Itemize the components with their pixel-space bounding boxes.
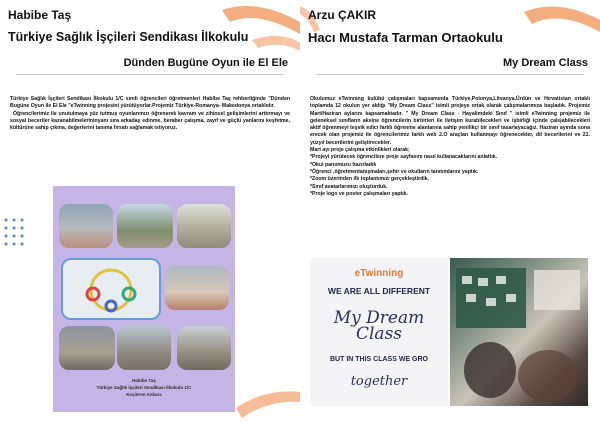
author-name: Arzu ÇAKIR (308, 8, 376, 22)
list-item: *Sınıf avatarlarımızı oluşturduk. (310, 183, 388, 190)
project-title: Dünden Bugüne Oyun ile El Ele (123, 57, 288, 69)
banner-script: together (350, 374, 408, 389)
school-name: Hacı Mustafa Tarman Ortaokulu (308, 30, 503, 45)
paragraph: Öğrencilerimiz ile unutulmaya yüz tutmuş oyunlarımızı öğrenerek kavram ve zihinsel gelişimlerini arttırmayı ve sosyal beceriler kazanabilmelerininyanı sıra arkadaş edinme, beraber çalışma, zayıf ve güçlü yanlarını keşfetme, kültürüne sahip çıkma, değerlerini tanıma fırsatı sağlamak istiyoruz. (10, 110, 290, 132)
photo (177, 326, 231, 370)
classroom-board-graphic (450, 258, 588, 406)
list-item: *Projeyi yürütecek öğrencilere proje sayfasını nasıl kullanacaklarını anlattık. (310, 154, 498, 161)
photo (117, 204, 173, 248)
photo (59, 204, 113, 248)
list-item: *Proje logo ve poster çalışmaları yaptık. (310, 190, 409, 197)
collage-caption-name: Habibe Taş (132, 378, 156, 383)
article-body (310, 96, 590, 198)
photo-collage (53, 186, 235, 412)
collage-caption-school: Türkiye Sağlık İşçileri Sendikası İlkokulu 1/C (96, 385, 192, 390)
poster-graphic (63, 260, 159, 318)
author-name: Habibe Taş (8, 8, 72, 22)
banner-line: WE ARE ALL DIFFERENT (327, 286, 431, 296)
project-banner (310, 258, 448, 406)
project-image (310, 258, 588, 408)
photo (117, 326, 171, 370)
school-name: Türkiye Sağlık İşçileri Sendikası İlkokulu (8, 30, 249, 44)
project-title: My Dream Class (503, 57, 588, 69)
paragraph: Okulumuz eTwinning kulübü çalışmaları kapsamında Türkiye,Polonya,Litvanya,Ürdün ve Hırvatistan ortaklı toplamda 12 okulun yer aldığı "My Dream Class" isimli projeye ortak olarak çalışmalarımıza başladık. Projemiz Mart/Haziran aylarını kapsamaktadır. " My Dream Class - Hayalimdeki Sınıf " isimli eTwinning projemiz ile geleneksel sınıfların aksine öğrencilerin birbirleri ile iletişim kurabilecekleri ve işbirliği içinde çalışabilecekleri aktif öğrenmeyi teşvik edici farklı öğrenme alanlarına sahip yenilikçi bir sınıf tasarlayacağız. Haziran ayında sona erecek olan projemiz ile öğrencilerimiz farklı web 2.O araçları kullanmayı öğrenecekler, dil becerilerini ve 21. yüzyıl becerilerini geliştirecekler. (310, 96, 590, 146)
photo (177, 204, 231, 248)
dots-decoration (0, 214, 40, 274)
orange-swoosh-bottom (232, 378, 300, 424)
classroom-photo (450, 258, 588, 406)
banner-script-title: My Dream Class (333, 308, 425, 344)
divider (316, 74, 584, 75)
list-item: *Zoom üzerinden ilk toplantımızı gerçekleştirdik. (310, 176, 430, 183)
list-item: *Öğrenci ,öğretmentanışmaları,şehir ve okulların tanıtımlarını yaptık. (310, 168, 479, 175)
photo (59, 326, 115, 370)
etwinning-logo-text: eTwinning (354, 268, 404, 279)
list-item: *Okul panomuzu hazırladık (310, 161, 377, 168)
photo (165, 266, 229, 310)
paragraph: Türkiye Sağlık İşçileri Sendikası İlkokulu 1/C sınıfı öğrencileri öğretmenleri Habibe Taş rehberliğinde "Dünden Bugüne Oyun ile El Ele "eTwinning projesini yürütüyorlar.Projemiz Türkiye-Romanya- Makedonya ortaklıdır. (10, 96, 290, 110)
activities-title: Mart ayı proje çalışma etkinlikleri olarak; (310, 147, 410, 154)
article-body (10, 96, 290, 132)
collage-caption-city: Keçiören Ankara (126, 392, 162, 397)
divider (16, 74, 284, 75)
banner-line: BUT IN THIS CLASS WE GRO (330, 356, 428, 363)
project-poster (61, 258, 161, 320)
